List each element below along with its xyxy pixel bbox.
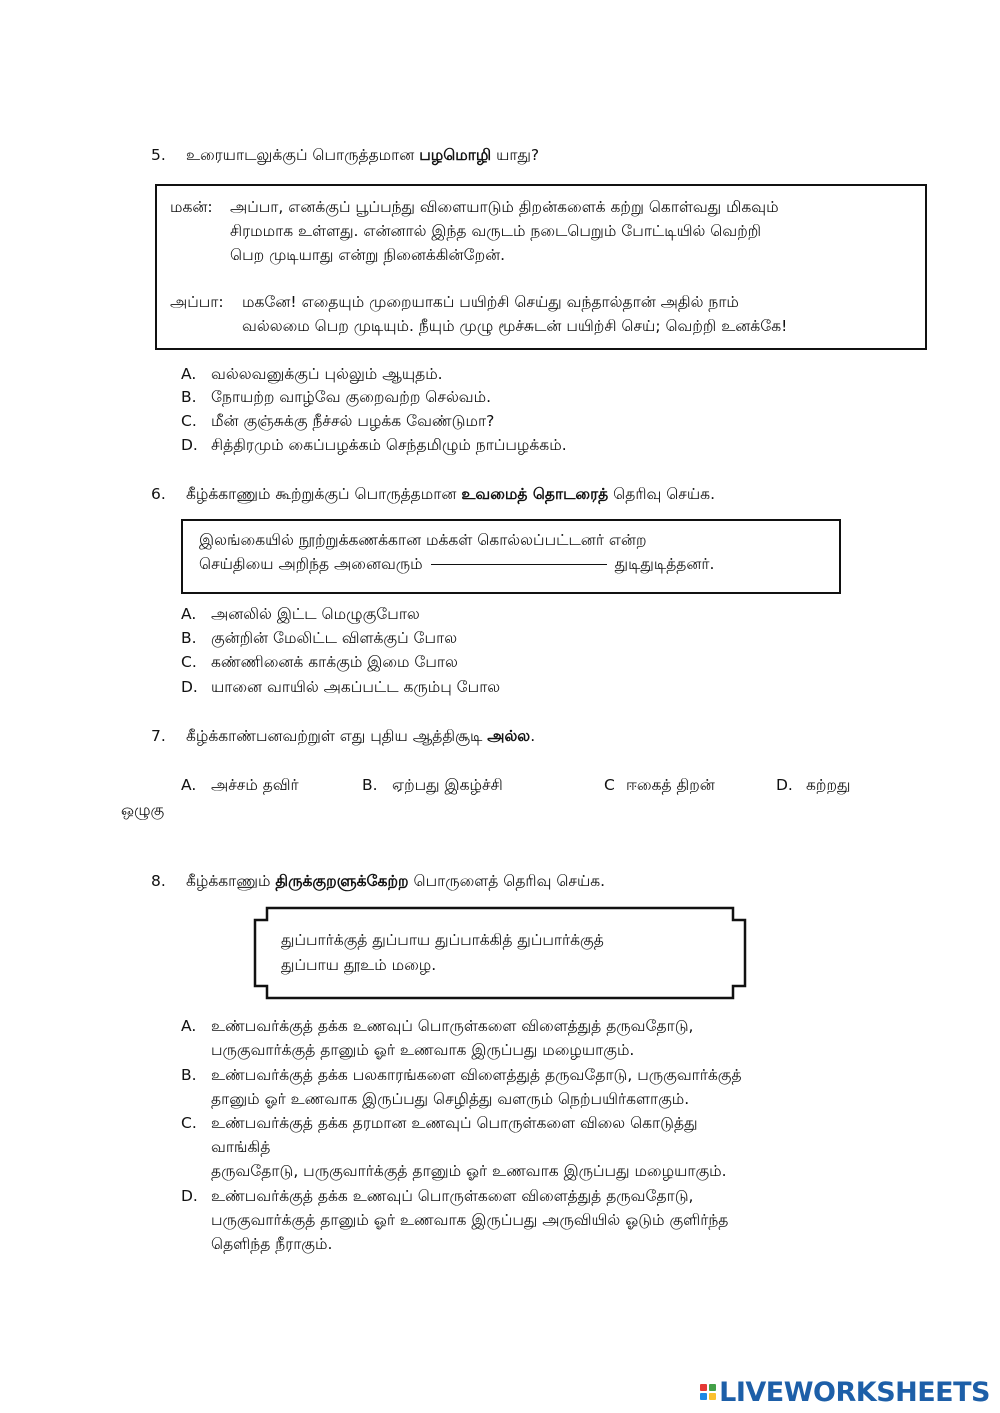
q5-option-d[interactable]: D. சித்திரமும் கைப்பழக்கம் செந்தமிழும் நாப்பழக்கம். — [181, 436, 567, 454]
q7-option-a[interactable]: A. அச்சம் தவிர் — [181, 776, 299, 794]
q6-prompt: 6. கீழ்க்காணும் கூற்றுக்குப் பொருத்தமான உவமைத் தொடரைத் தெரிவு செய்க. — [151, 485, 716, 503]
father-line-1: மகனே! எதையும் முறையாகப் பயிற்சி செய்து வந்தால்தான் அதில் நாம் — [242, 293, 739, 311]
q6-option-b[interactable]: B. குன்றின் மேலிட்ட விளக்குப் போல — [181, 629, 458, 647]
q6-box-line-1: இலங்கையில் நூற்றுக்கணக்கான மக்கள் கொல்லப்பட்டனர் என்ற — [199, 531, 647, 549]
q8-number: 8. — [151, 872, 166, 890]
son-line-3: பெற முடியாது என்று நினைக்கின்றேன். — [230, 246, 506, 264]
q6-option-c[interactable]: C. கண்ணினைக் காக்கும் இமை போல — [181, 653, 458, 671]
q8-option-a[interactable]: A. உண்பவர்க்குத் தக்க உணவுப் பொருள்களை விளைத்துத் தருவதோடு, பருகுவார்க்குத் தானும் ஓர் உணவாக இருப்பது மழையாகும். — [181, 1017, 694, 1059]
q6-box-line-2: செய்தியை அறிந்த அனைவரும் துடிதுடித்தனர். — [199, 555, 715, 573]
q7-option-d[interactable]: D. கற்றது — [776, 776, 851, 794]
kural-line-2: துப்பாய தூஉம் மழை. — [281, 956, 437, 974]
q7-option-c[interactable]: C ஈகைத் திறன் — [604, 776, 715, 794]
kural-line-1: துப்பார்க்குத் துப்பாய துப்பாக்கித் துப்பார்க்குத் — [281, 931, 604, 949]
son-label: மகன்: — [170, 198, 213, 216]
son-line-2: சிரமமாக உள்ளது. என்னால் இந்த வருடம் நடைபெறும் போட்டியில் வெற்றி — [230, 222, 762, 240]
q5-prompt: 5. உரையாடலுக்குப் பொருத்தமான பழமொழி யாது? — [151, 146, 540, 164]
answer-blank[interactable] — [431, 564, 607, 565]
q6-number: 6. — [151, 485, 166, 503]
q8-option-b[interactable]: B. உண்பவர்க்குத் தக்க பலகாரங்களை விளைத்துத் தருவதோடு, பருகுவார்க்குத் தானும் ஓர் உணவாக இருப்பது செழித்து வளரும் நெற்பயிர்களாகும். — [181, 1066, 742, 1108]
father-label: அப்பா: — [170, 293, 224, 311]
q6-option-d[interactable]: D. யானை வாயில் அகப்பட்ட கரும்பு போல — [181, 678, 501, 696]
son-line-1: அப்பா, எனக்குப் பூப்பந்து விளையாடும் திறன்களைக் கற்று கொள்வது மிகவும் — [230, 198, 779, 216]
q6-statement-box — [181, 519, 841, 594]
q7-prompt: 7. கீழ்க்காண்பனவற்றுள் எது புதிய ஆத்திசூடி அல்ல. — [151, 727, 536, 745]
father-line-2: வல்லமை பெற முடியும். நீயும் முழு மூச்சுடன் பயிற்சி செய்; வெற்றி உனக்கே! — [242, 317, 788, 335]
q5-option-c[interactable]: C. மீன் குஞ்சுக்கு நீச்சல் பழக்க வேண்டுமா? — [181, 412, 495, 430]
liveworksheets-logo[interactable] — [700, 1377, 990, 1407]
q6-option-a[interactable]: A. அனலில் இட்ட மெழுகுபோல — [181, 605, 420, 623]
q5-option-b[interactable]: B. நோயற்ற வாழ்வே குறைவற்ற செல்வம். — [181, 388, 492, 406]
q8-option-d[interactable]: D. உண்பவர்க்குத் தக்க உணவுப் பொருள்களை விளைத்துத் தருவதோடு, பருகுவார்க்குத் தானும் ஓர் உணவாக இருப்பது அருவியில் ஓடும் குளிர்ந்த தெளிந்த நீராகும். — [181, 1187, 729, 1253]
logo-text: LIVEWORKSHEETS — [719, 1376, 990, 1408]
kural-scroll-frame — [252, 905, 748, 1001]
q5-option-a[interactable]: A. வல்லவனுக்குப் புல்லும் ஆயுதம். — [181, 365, 443, 383]
q7-option-b[interactable]: B. ஏற்பது இகழ்ச்சி — [362, 776, 503, 794]
q5-dialogue-box — [155, 184, 927, 350]
q8-option-c[interactable]: C. உண்பவர்க்குத் தக்க தரமான உணவுப் பொருள்களை விலை கொடுத்து வாங்கித் தருவதோடு, பருகுவார்க்குத் தானும் ஓர் உணவாக இருப்பது மழையாகும். — [181, 1114, 727, 1180]
q7-option-d-wrap: ஒழுகு — [121, 801, 165, 819]
q5-number: 5. — [151, 146, 166, 164]
q8-prompt: 8. கீழ்க்காணும் திருக்குறளுக்கேற்ற பொருளைத் தெரிவு செய்க. — [151, 872, 606, 890]
q7-number: 7. — [151, 727, 166, 745]
logo-mark-icon — [700, 1384, 716, 1400]
